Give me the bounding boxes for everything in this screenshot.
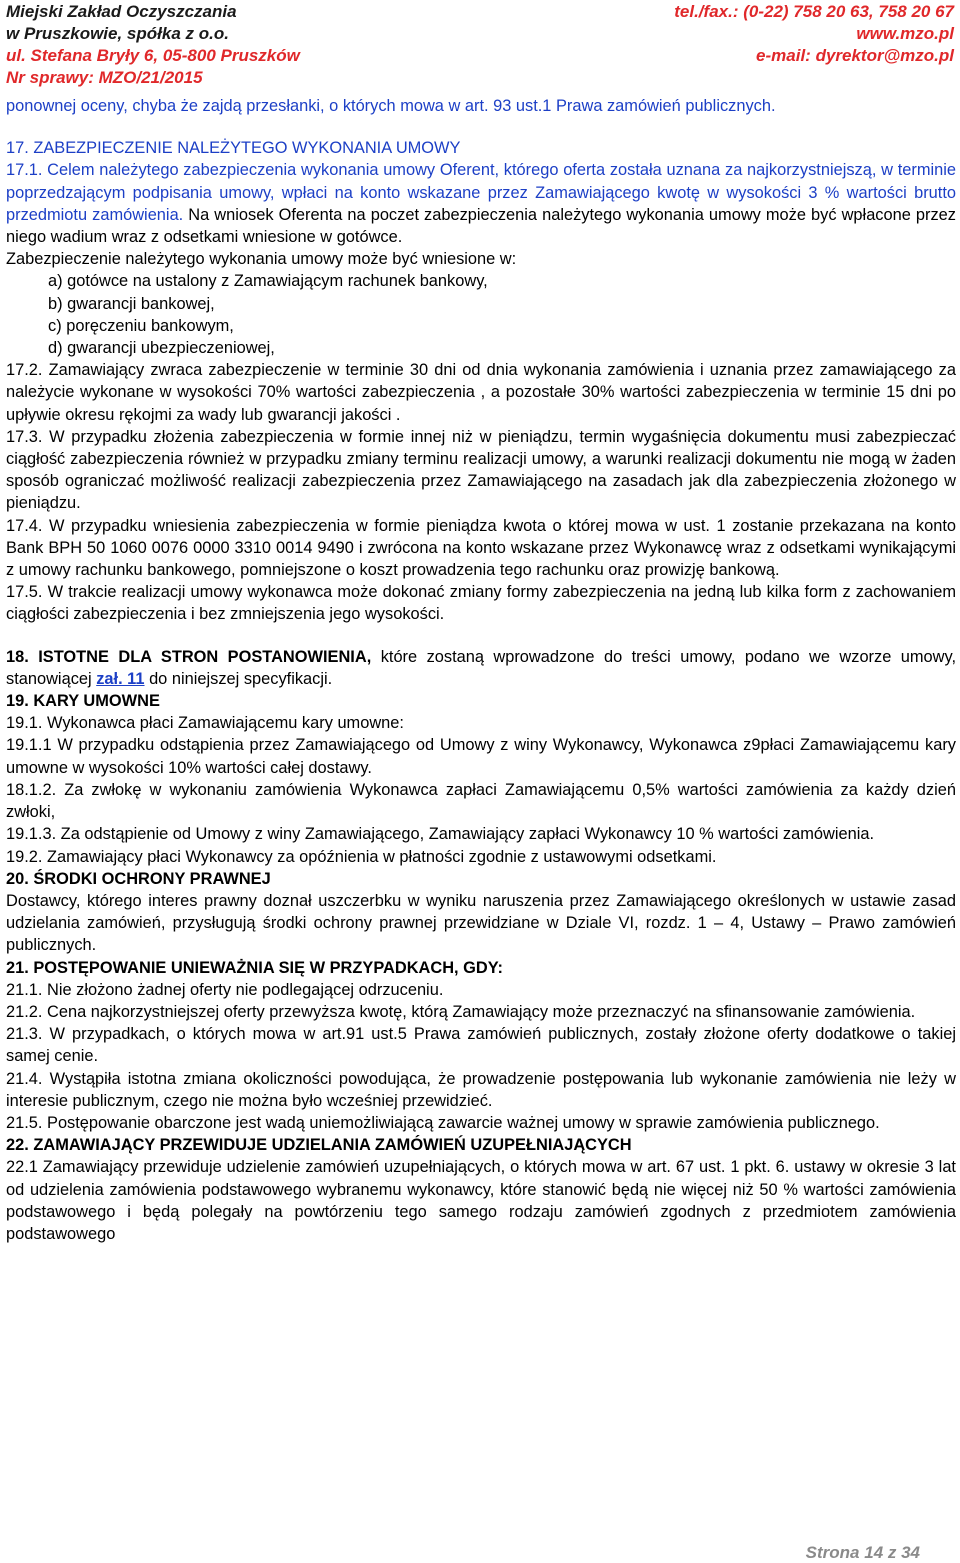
form-c: c) poręczeniu bankowym, xyxy=(48,316,234,335)
form-b: b) gwarancji bankowej, xyxy=(48,294,215,313)
section-22-1: 22.1 Zamawiający przewiduje udzielenie zamówień uzupełniających, o których mowa w art. 67 ust. 1 pkt. 6. ustawy w okresie 3 lat od udzielenia zamówienia podstawowego wybranemu wykonawcy, które stanowić będą nie więcej niż 50 % wartości zamówienia podstawowego i będą polegały na powtórzeniu tego samego rodzaju zamówień zgodnych z przedmiotem zamówienia podstawowego xyxy=(6,1158,956,1243)
section-19-1-1: 19.1.1 W przypadku odstąpienia przez Zamawiającego od Umowy z winy Wykonawcy, Wykonawca z9płaci Zamawiającemu kary umowne w wysokości 10% wartości całej dostawy. xyxy=(6,736,956,777)
section-19-1-3: 19.1.3. Za odstąpienie od Umowy z winy Zamawiającego, Zamawiający zapłaci Wykonawcy 10 % wartości zamówienia. xyxy=(6,825,875,844)
page-number: Strona 14 z 34 xyxy=(805,1543,920,1562)
section-17-3: 17.3. W przypadku złożenia zabezpieczenia w formie innej niż w pieniądzu, termin wygaśnięcia dokumentu musi zabezpieczać ciągłość zabezpieczenia również w przypadku zmiany terminu realizacji umowy, a warunki realizacji dokumentu nie mogą w żaden sposób ograniczać możliwość realizacji zabezpieczenia przez Zamawiającego na zasadach jak dla zabezpieczenia złożonego w pieniądzu. xyxy=(6,427,956,513)
email-link[interactable]: e-mail: dyrektor@mzo.pl xyxy=(756,46,954,65)
section-18-end: do niniejszej specyfikacji. xyxy=(144,669,333,688)
section-18-1-2: 18.1.2. Za zwłokę w wykonaniu zamówienia Wykonawca zapłaci Zamawiającemu 0,5% wartości zamówienia za każdy dzień zwłoki, xyxy=(6,780,956,822)
company-location: w Pruszkowie, spółka z o.o. xyxy=(6,24,229,43)
section-21-1: 21.1. Nie złożono żadnej oferty nie podlegającej odrzuceniu. xyxy=(6,980,444,999)
header-line-3 xyxy=(6,46,954,66)
section-17-1 xyxy=(6,159,956,248)
section-21-3: 21.3. W przypadkach, o których mowa w art.91 ust.5 Prawa zamówień publicznych, zostały złożone oferty dodatkowe o takiej samej cenie. xyxy=(6,1025,956,1066)
attachment-11-link[interactable]: zał. 11 xyxy=(96,669,145,688)
section-17-title: 17. ZABEZPIECZENIE NALEŻYTEGO WYKONANIA UMOWY xyxy=(6,139,461,158)
section-21-5: 21.5. Postępowanie obarczone jest wadą uniemożliwiającą zawarcie ważnej umowy w sprawie zamówienia publicznego. xyxy=(6,1113,880,1132)
case-number: Nr sprawy: MZO/21/2015 xyxy=(6,68,203,87)
section-19-1: 19.1. Wykonawca płaci Zamawiającemu kary umowne: xyxy=(6,714,404,733)
company-address: ul. Stefana Bryły 6, 05-800 Pruszków xyxy=(6,46,300,65)
header-line-4 xyxy=(6,68,954,88)
section-21-4: 21.4. Wystąpiła istotna zmiana okoliczności powodująca, że prowadzenie postępowania lub wykonanie zamówienia nie leży w interesie publicznym, czego nie można było wcześniej przewidzieć. xyxy=(6,1069,956,1110)
section-18 xyxy=(6,646,956,690)
section-17-1-wadium: Na wniosek Oferenta na poczet zabezpieczenia należytego wykonania umowy może być wpłacone przez niego wadium wraz z odsetkami wniesione w gotówce. xyxy=(6,205,956,247)
header-line-2 xyxy=(6,24,954,44)
section-17-2: 17.2. Zamawiający zwraca zabezpieczenie w terminie 30 dni od dnia wykonania zamówienia i uznania przez zamawiającego za należycie wykonane w wysokości 70% wartości zabezpieczenia , a pozostałe 30% wartości zabezpieczenia w terminie 15 dni po upływie okresu rękojmi za wady lub gwarancji jakości . xyxy=(6,361,956,424)
section-17-5: 17.5. W trakcie realizacji umowy wykonawca może dokonać zmiany formy zabezpieczenia na jedną lub kilka form z zachowaniem ciągłości zabezpieczenia i bez zmniejszenia jego wysokości. xyxy=(6,583,956,624)
section-20-title: 20. ŚRODKI OCHRONY PRAWNEJ xyxy=(6,869,271,888)
form-d: d) gwarancji ubezpieczeniowej, xyxy=(48,339,275,358)
section-18-title: 18. ISTOTNE DLA STRON POSTANOWIENIA, xyxy=(6,647,372,666)
paragraph-continuation: ponownej oceny, chyba że zajdą przesłanki, o których mowa w art. 93 ust.1 Prawa zamówień publicznych. xyxy=(6,97,776,115)
section-17-4: 17.4. W przypadku wniesienia zabezpieczenia w formie pieniądza kwota o której mowa w ust. 1 zostanie przekazana na konto Bank BPH 50 1060 0076 0000 3310 0014 9490 i zwrócona na konto wskazane przez Wykonawcę wraz z odsetkami wynikającymi z umowy rachunku bankowego, pomniejszone o koszt prowadzenia tego rachunku oraz prowizję bankową. xyxy=(6,516,956,580)
section-22-title: 22. ZAMAWIAJĄCY PRZEWIDUJE UDZIELANIA ZAMÓWIEŃ UZUPEŁNIAJĄCYCH xyxy=(6,1136,632,1155)
section-18-text: które zostaną wprowadzone do treści umowy, podano we wzorze umowy, stanowiącej xyxy=(6,647,957,688)
company-name: Miejski Zakład Oczyszczania xyxy=(6,2,237,21)
form-a: a) gotówce na ustalony z Zamawiającym rachunek bankowy, xyxy=(48,272,488,291)
document-body xyxy=(6,95,956,1245)
section-19-title: 19. KARY UMOWNE xyxy=(6,692,160,711)
section-17-1-text: 17.1. Celem należytego zabezpieczenia wykonania umowy Oferent, którego oferta została uznana za najkorzystniejszą, w terminie poprzedzającym podpisania umowy, wpłaci na konto wskazane przez Zamawiającego kwotę w wysokości 3 % wartości brutto przedmiotu zamówienia. xyxy=(6,161,956,224)
section-19-2: 19.2. Zamawiający płaci Wykonawcy za opóźnienia w płatności zgodnie z ustawowymi odsetkami. xyxy=(6,847,717,866)
section-20-text: Dostawcy, którego interes prawny doznał uszczerbku w wyniku naruszenia przez Zamawiającego określonych w ustawie zasad udzielania zamówień, przysługują środki ochrony prawnej przewidziane w Dziale VI, rozdz. 1 – 4, Ustawy – Prawo zamówień publicznych. xyxy=(6,891,956,955)
section-17-forms-intro: Zabezpieczenie należytego wykonania umowy może być wniesione w: xyxy=(6,250,517,269)
header-line-1 xyxy=(6,2,954,22)
phone-fax: tel./fax.: (0-22) 758 20 63, 758 20 67 xyxy=(674,2,954,21)
section-21-2: 21.2. Cena najkorzystniejszej oferty przewyższa kwotę, którą Zamawiający może przeznaczyć na sfinansowanie zamówienia. xyxy=(6,1002,916,1021)
website-link[interactable]: www.mzo.pl xyxy=(856,24,954,43)
section-21-title: 21. POSTĘPOWANIE UNIEWAŻNIA SIĘ W PRZYPADKACH, GDY: xyxy=(6,958,503,977)
